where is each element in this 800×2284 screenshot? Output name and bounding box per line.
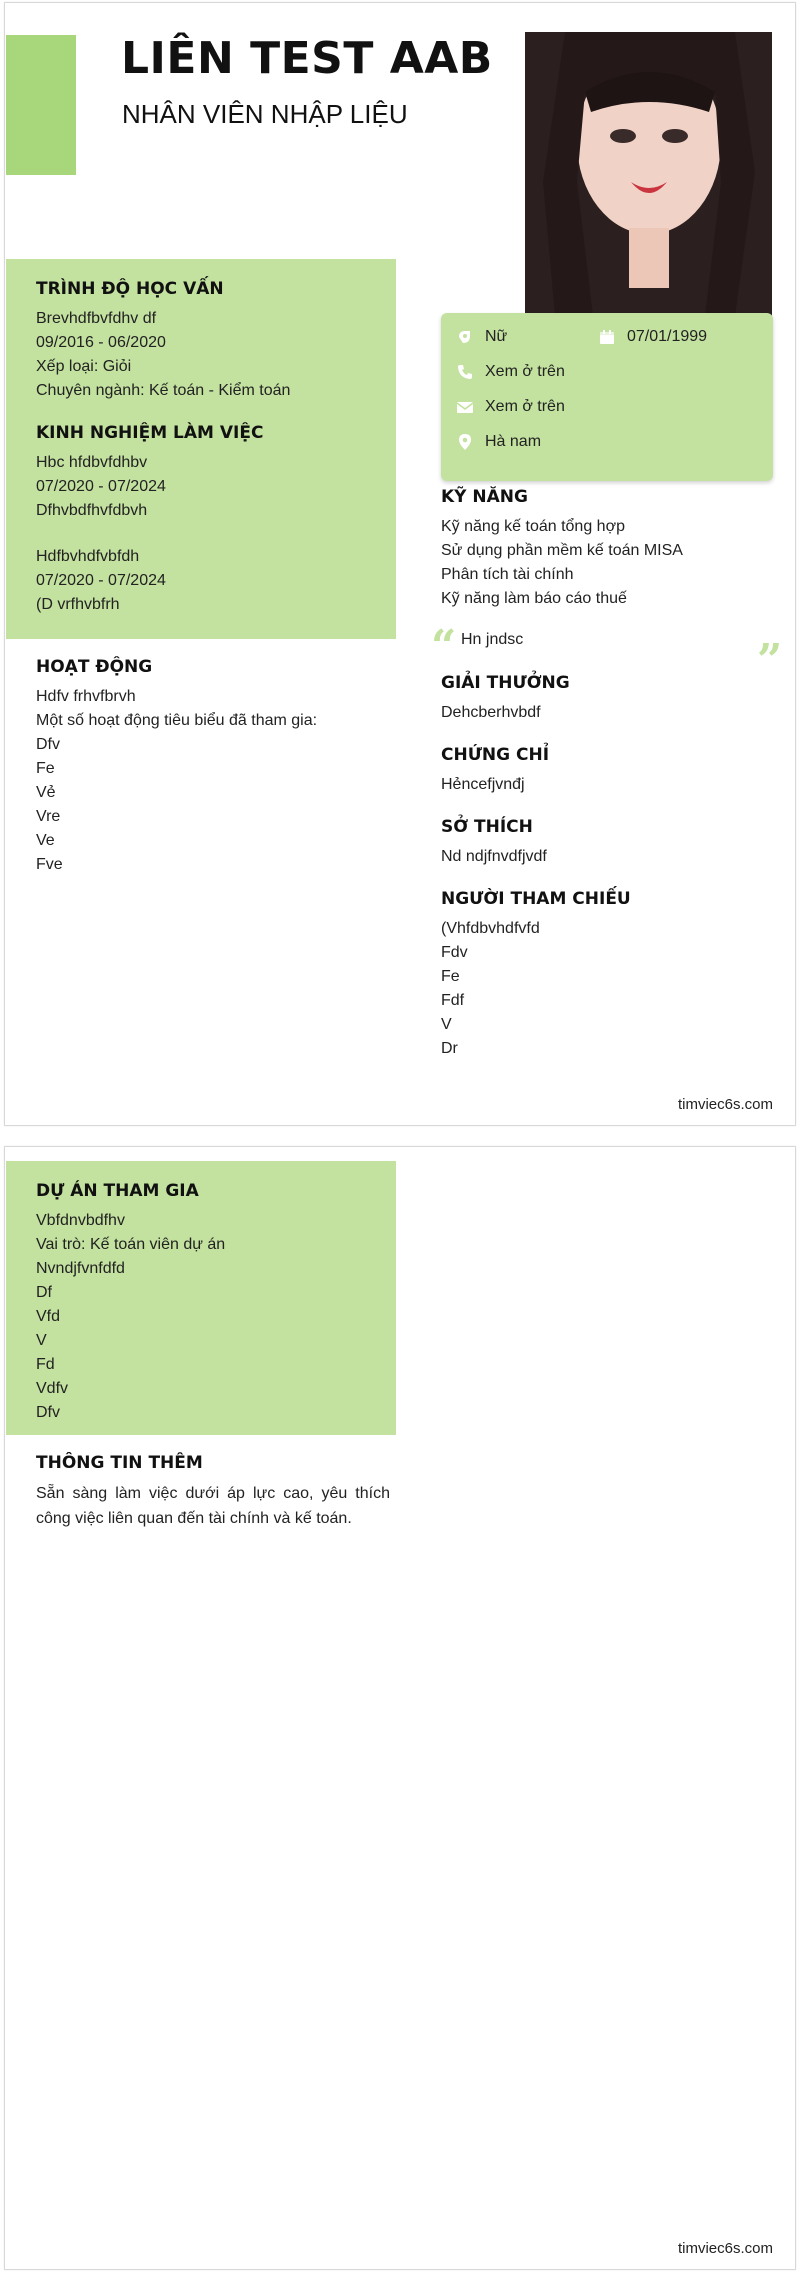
quote-text: Hn jndsc (461, 631, 524, 648)
certificates-text: Hẻncefjvnđj (441, 776, 525, 793)
project-line: Fd (36, 1356, 55, 1373)
experience-company: Hdfbvhdfvbfdh (36, 548, 140, 565)
job-title: NHÂN VIÊN NHẬP LIỆU (122, 99, 408, 129)
contact-address (455, 432, 541, 452)
activity-line: Fve (36, 856, 63, 873)
profile-photo (525, 32, 772, 316)
quote-close-icon: ” (757, 635, 783, 686)
skills-title: KỸ NĂNG (441, 487, 528, 507)
gender-value: Nữ (485, 328, 508, 345)
activity-line: Một số hoạt động tiêu biểu đã tham gia: (36, 712, 318, 729)
references-title: NGƯỜI THAM CHIẾU (441, 889, 631, 909)
reference-line: (Vhfdbvhdfvfd (441, 920, 540, 937)
education-period: 09/2016 - 06/2020 (36, 334, 166, 351)
activity-line: Ve (36, 832, 55, 849)
experience-period: 07/2020 - 07/2024 (36, 478, 166, 495)
project-line: Dfv (36, 1404, 60, 1421)
activity-line: Hdfv frhvfbrvh (36, 688, 136, 705)
education-grade: Xếp loại: Giỏi (36, 358, 132, 375)
project-line: Vfd (36, 1308, 61, 1325)
footer-brand: timviec6s.com (677, 2240, 773, 2257)
additional-text: Sẵn sàng làm việc dưới áp lực cao, yêu thích công việc liên quan đến tài chính và kế toán. (36, 1485, 390, 1527)
activity-line: Vre (36, 808, 61, 825)
map-pin-icon (455, 432, 475, 452)
projects-title: DỰ ÁN THAM GIA (36, 1181, 199, 1201)
cv-page-2 (4, 1146, 796, 2270)
project-line: Vdfv (36, 1380, 69, 1397)
reference-line: Fdf (441, 992, 465, 1009)
reference-line: V (441, 1016, 452, 1033)
reference-line: Fe (441, 968, 460, 985)
address-value: Hà nam (485, 433, 542, 450)
quote-open-icon: “ (431, 621, 457, 672)
experience-company: Hbc hfdbvfdhbv (36, 454, 148, 471)
candidate-name: LIÊN TEST AAB (121, 33, 493, 84)
experience-period: 07/2020 - 07/2024 (36, 572, 166, 589)
gender-icon (455, 327, 475, 347)
contact-email (455, 397, 565, 417)
education-major: Chuyên ngành: Kế toán - Kiểm toán (36, 382, 291, 399)
awards-text: Dehcberhvbdf (441, 704, 541, 721)
certificates-title: CHỨNG CHỈ (441, 745, 550, 765)
reference-line: Dr (441, 1040, 458, 1057)
envelope-icon (455, 397, 475, 417)
contact-gender (455, 327, 507, 347)
activities-title: HOẠT ĐỘNG (36, 657, 153, 677)
skill-item: Kỹ năng làm báo cáo thuế (441, 590, 627, 607)
cv-page-1 (4, 2, 796, 1126)
experience-desc: Dfhvbdfhvfdbvh (36, 502, 148, 519)
project-line: Df (36, 1284, 52, 1301)
education-school: Brevhdfbvfdhv df (36, 310, 157, 327)
header-accent-bar (6, 35, 76, 175)
hobbies-title: SỞ THÍCH (441, 817, 533, 837)
activity-line: Dfv (36, 736, 60, 753)
project-line: V (36, 1332, 47, 1349)
contact-birthday (597, 327, 707, 347)
education-title: TRÌNH ĐỘ HỌC VẤN (36, 279, 224, 299)
projects-panel (6, 1161, 396, 1435)
project-line: Vai trò: Kế toán viên dự án (36, 1236, 226, 1253)
reference-line: Fdv (441, 944, 468, 961)
awards-title: GIẢI THƯỞNG (441, 673, 570, 693)
experience-title: KINH NGHIỆM LÀM VIỆC (36, 423, 264, 443)
project-line: Vbfdnvbdfhv (36, 1212, 125, 1229)
phone-icon (455, 362, 475, 382)
project-line: Nvndjfvnfdfd (36, 1260, 125, 1277)
skill-item: Phân tích tài chính (441, 566, 574, 583)
right-column (431, 487, 783, 1061)
experience-desc: (D vrfhvbfrh (36, 596, 120, 613)
footer-brand: timviec6s.com (677, 1096, 773, 1113)
additional-title: THÔNG TIN THÊM (36, 1453, 203, 1473)
contact-box (441, 313, 773, 481)
hobbies-text: Nd ndjfnvdfjvdf (441, 848, 547, 865)
skill-item: Kỹ năng kế toán tổng hợp (441, 518, 625, 535)
phone-value: Xem ở trên (485, 363, 565, 380)
activity-line: Fe (36, 760, 55, 777)
education-experience-panel (6, 259, 396, 639)
activities-section (36, 657, 390, 877)
contact-phone (455, 362, 565, 382)
activity-line: Vẻ (36, 784, 56, 801)
additional-info-section (36, 1453, 390, 1531)
email-value: Xem ở trên (485, 398, 565, 415)
calendar-icon (597, 327, 617, 347)
skill-item: Sử dụng phần mềm kế toán MISA (441, 542, 683, 559)
birthday-value: 07/01/1999 (627, 328, 708, 345)
